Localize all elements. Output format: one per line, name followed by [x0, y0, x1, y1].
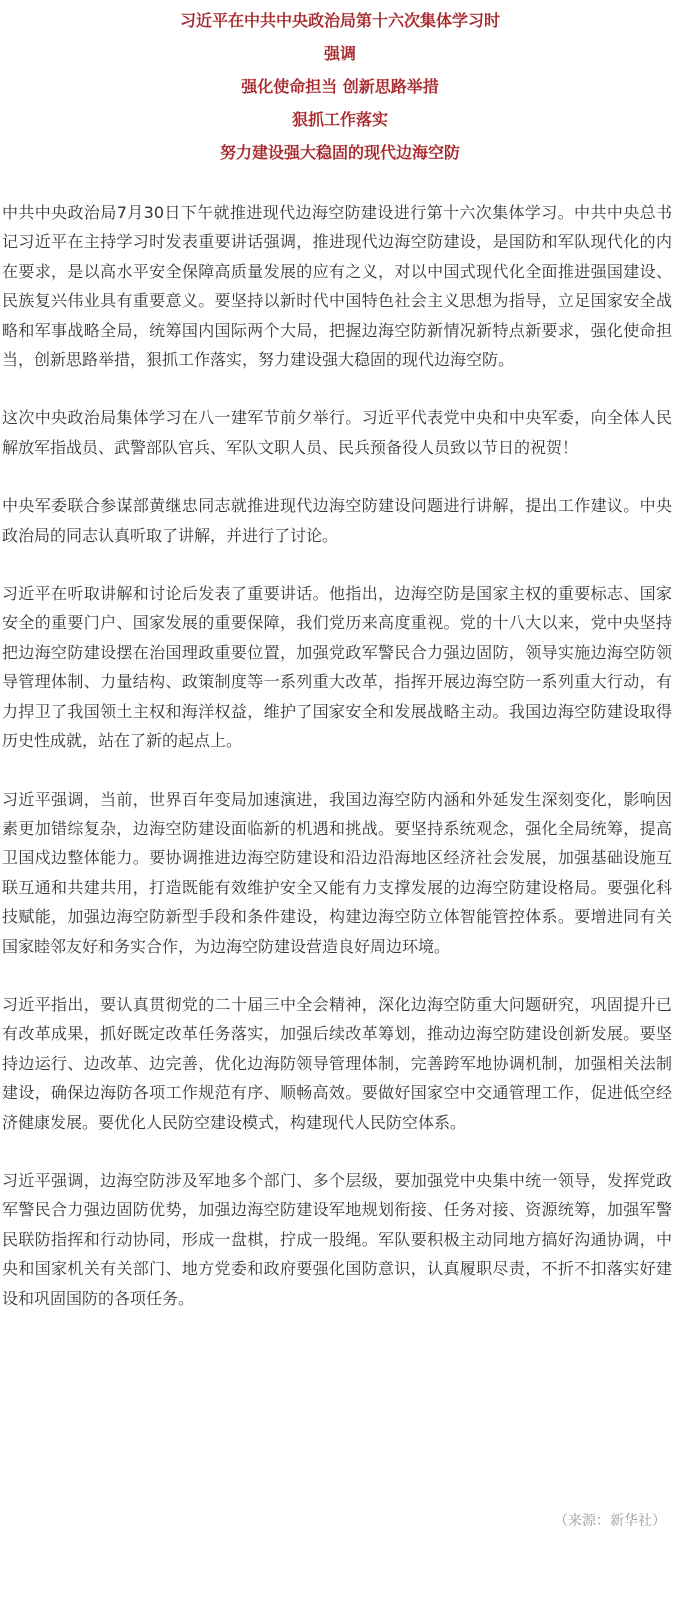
headline-line: 狠抓工作落实: [291, 110, 388, 129]
article-paragraph: 这次中央政治局集体学习在八一建军节前夕举行。习近平代表党中央和中央军委，向全体人民解放军指战员、武警部队官兵、军队文职人员、民兵预备役人员致以节日的祝贺！: [2, 408, 672, 457]
source-credit: （来源：新华社）: [554, 1513, 666, 1529]
article-headline: [0, 0, 680, 169]
article-paragraph: 习近平指出，要认真贯彻党的二十届三中全会精神，深化边海空防重大问题研究，巩固提升已有改革成果，抓好既定改革任务落实，加强后续改革筹划，推动边海空防建设创新发展。要坚持边运行、边改革、边完善，优化边海防领导管理体制，完善跨军地协调机制，加强相关法制建设，确保边海防各项工作规范有序、顺畅高效。要做好国家空中交通管理工作，促进低空经济健康发展。要优化人民防空建设模式，构建现代人民防空体系。: [2, 994, 672, 1132]
article-paragraph: 习近平在听取讲解和讨论后发表了重要讲话。他指出，边海空防是国家主权的重要标志、国家安全的重要门户、国家发展的重要保障，我们党历来高度重视。党的十八大以来，党中央坚持把边海空防建设摆在治国理政重要位置，加强党政军警民合力强边固防，领导实施边海空防领导管理体制、力量结构、政策制度等一系列重大改革，指挥开展边海空防一系列重大行动，有力捍卫了我国领土主权和海洋权益，维护了国家安全和发展战略主动。我国边海空防建设取得历史性成就，站在了新的起点上。: [2, 584, 672, 751]
article-body: [0, 198, 672, 1342]
headline-line: 强调: [323, 44, 356, 63]
article-paragraph: 中共中央政治局7月30日下午就推进现代边海空防建设进行第十六次集体学习。中共中央总书记习近平在主持学习时发表重要讲话强调，推进现代边海空防建设，是国防和军队现代化的内在要求，是以高水平安全保障高质量发展的应有之义，对以中国式现代化全面推进强国建设、民族复兴伟业具有重要意义。要坚持以新时代中国特色社会主义思想为指导，立足国家安全战略和军事战略全局，统筹国内国际两个大局，把握边海空防新情况新特点新要求，强化使命担当，创新思路举措，狠抓工作落实，努力建设强大稳固的现代边海空防。: [2, 203, 672, 370]
article-paragraph: 习近平强调，边海空防涉及军地多个部门、多个层级，要加强党中央集中统一领导，发挥党政军警民合力强边固防优势，加强边海空防建设军地规划衔接、任务对接、资源统筹，加强军警民联防指挥和行动协同，形成一盘棋，拧成一股绳。军队要积极主动同地方搞好沟通协调，中央和国家机关有关部门、地方党委和政府要强化国防意识，认真履职尽责，不折不扣落实好建设和巩固国防的各项任务。: [2, 1170, 672, 1308]
article-paragraph: 习近平强调，当前，世界百年变局加速演进，我国边海空防内涵和外延发生深刻变化，影响因素更加错综复杂，边海空防建设面临新的机遇和挑战。要坚持系统观念，强化全局统筹，提高卫国戍边整体能力。要协调推进边海空防建设和沿边沿海地区经济社会发展，加强基础设施互联互通和共建共用，打造既能有效维护安全又能有力支撑发展的边海空防建设格局。要强化科技赋能，加强边海空防新型手段和条件建设，构建边海空防立体智能管控体系。要增进同有关国家睦邻友好和务实合作，为边海空防建设营造良好周边环境。: [2, 789, 672, 956]
headline-line: 习近平在中共中央政治局第十六次集体学习时: [179, 11, 500, 30]
headline-line: 努力建设强大稳固的现代边海空防: [219, 143, 460, 162]
headline-line: 强化使命担当 创新思路举措: [241, 77, 439, 96]
article-paragraph: 中央军委联合参谋部黄继忠同志就推进现代边海空防建设问题进行讲解，提出工作建议。中央政治局的同志认真听取了讲解，并进行了讨论。: [2, 496, 672, 545]
